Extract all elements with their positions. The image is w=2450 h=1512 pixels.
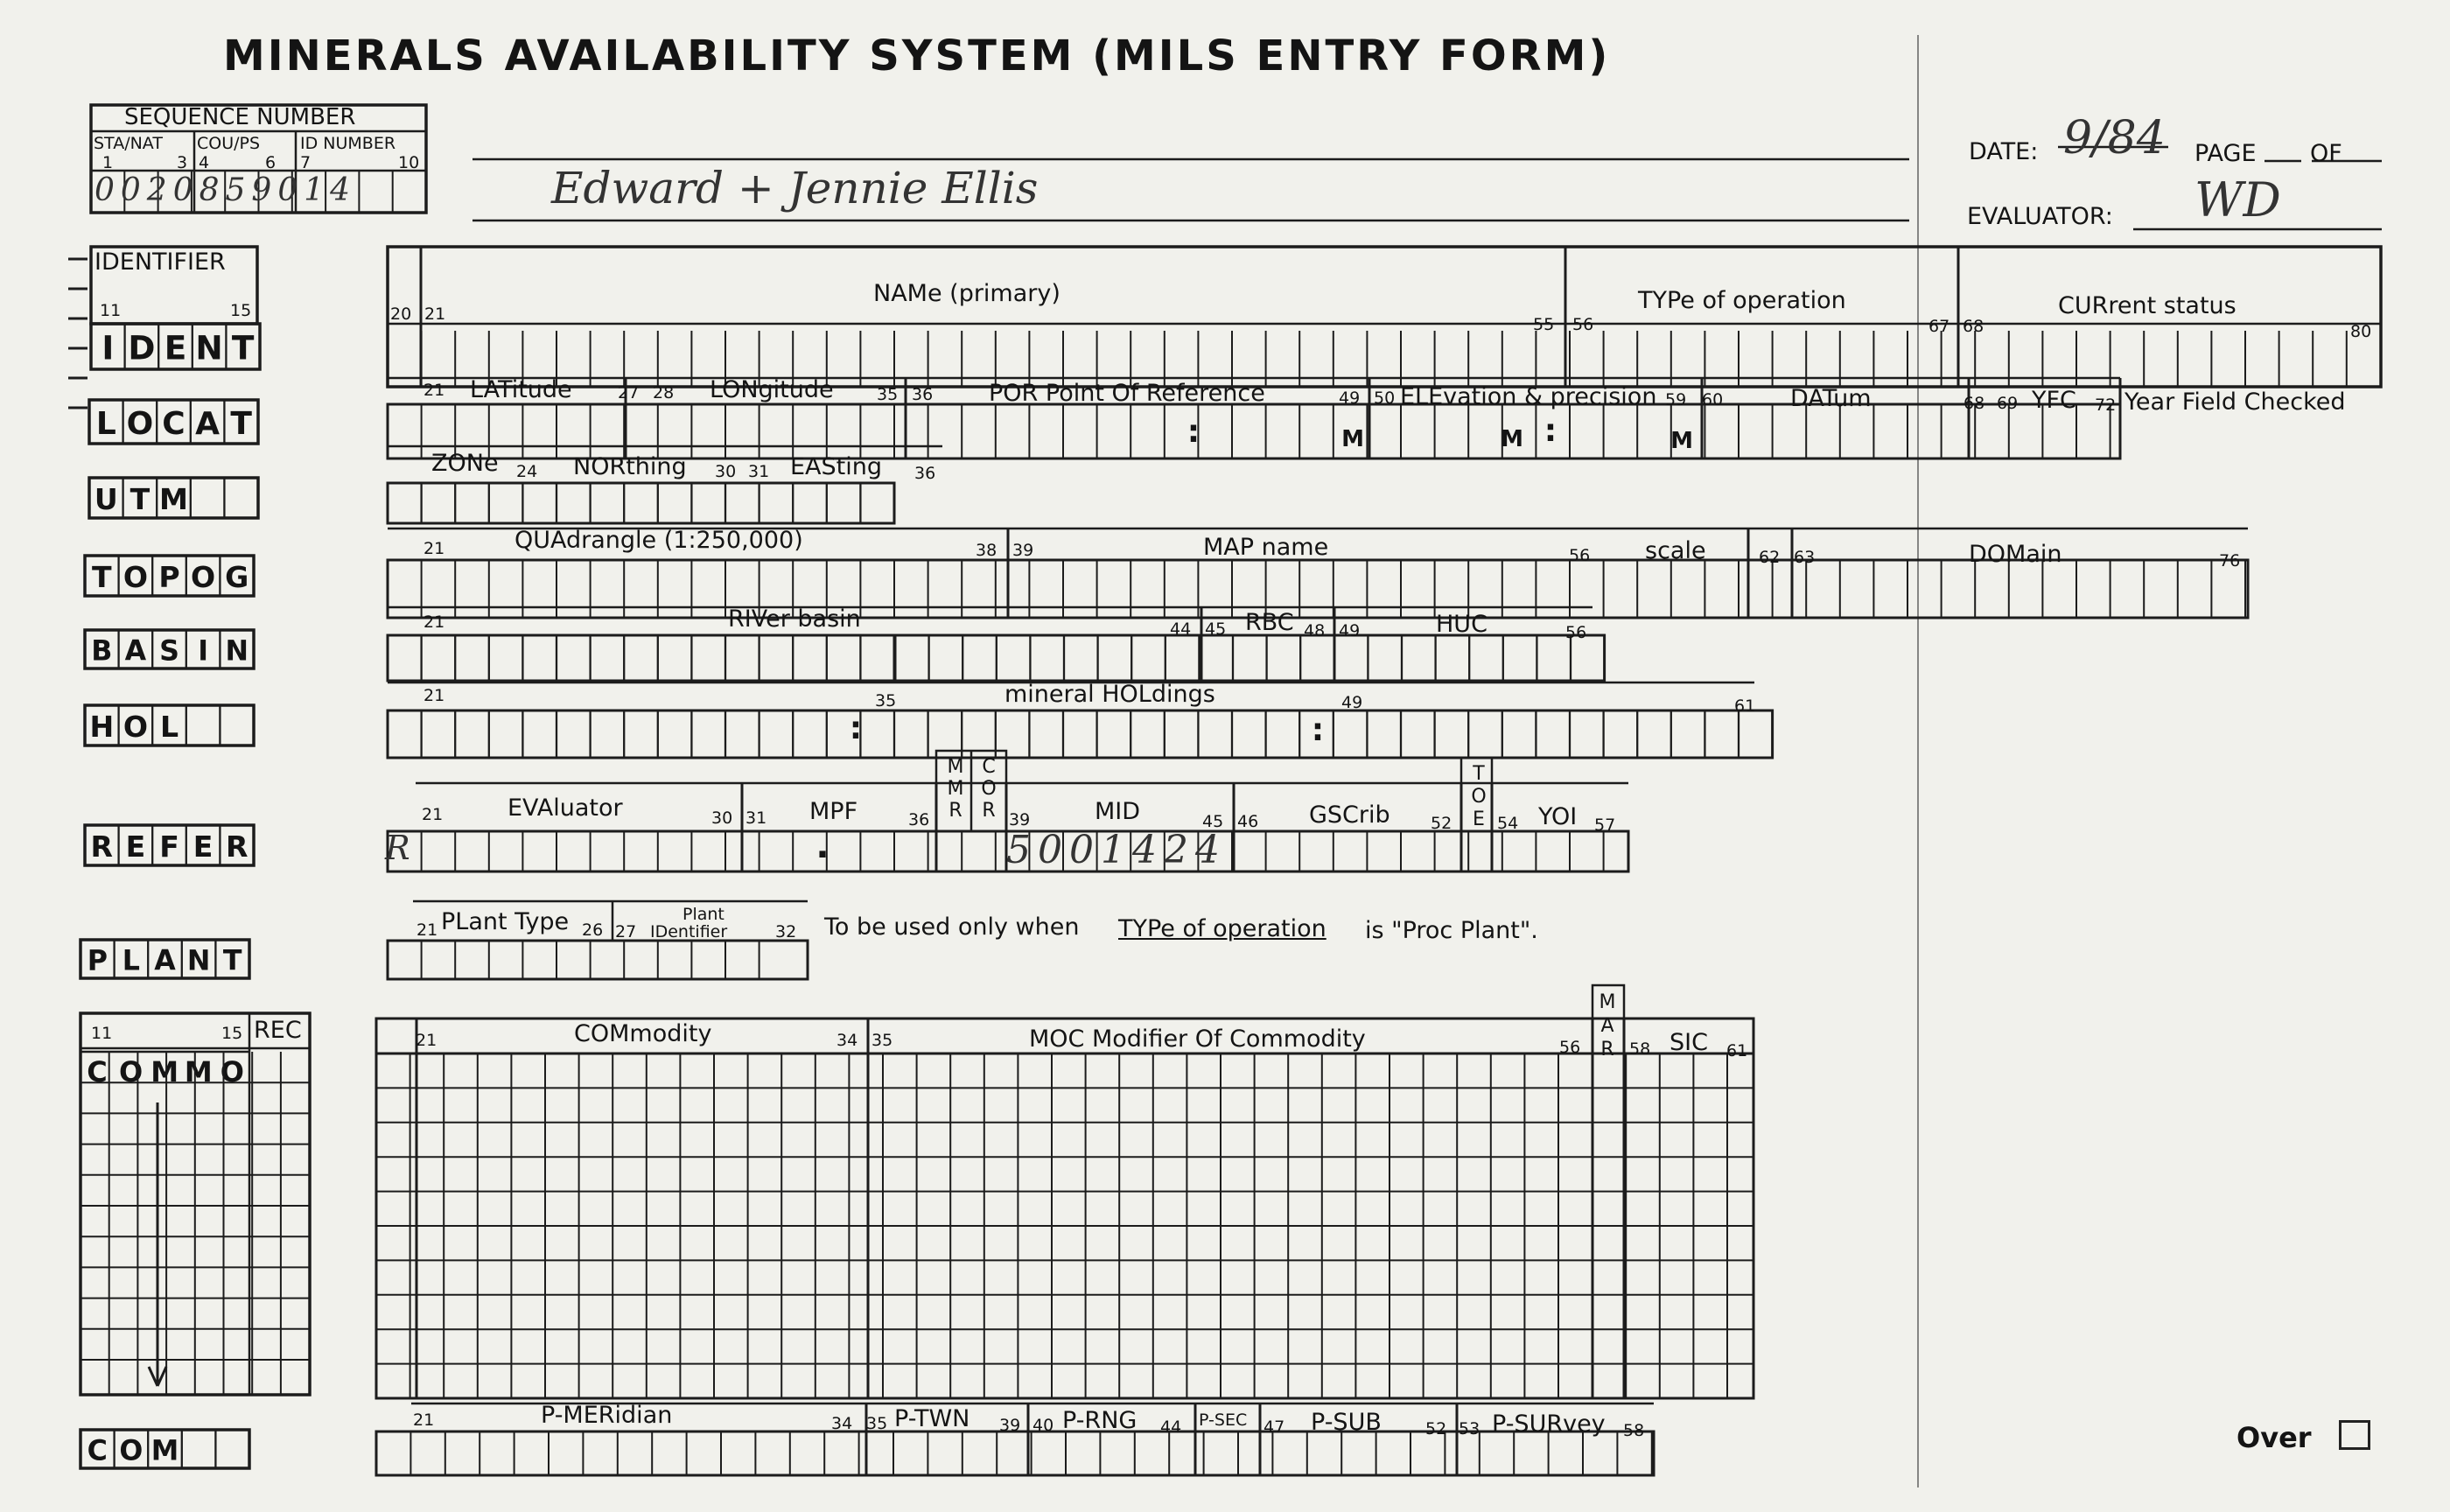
- refer-col-45: 45: [1202, 812, 1224, 831]
- row-label-letter: M: [150, 1055, 179, 1088]
- refer-col-36: 36: [908, 810, 930, 830]
- row-label-letter: O: [220, 1055, 245, 1088]
- row-label-letter: O: [126, 406, 154, 442]
- row-label-letter: T: [230, 406, 252, 442]
- p-sub-label: P-SUB: [1311, 1409, 1382, 1436]
- commo-col-56: 56: [1559, 1038, 1581, 1057]
- row-label-letter: C: [87, 1435, 108, 1467]
- date-value-handwritten[interactable]: 9/84: [2063, 112, 2166, 164]
- colon-marker: :: [1544, 413, 1558, 449]
- colon-marker: :: [1311, 712, 1325, 748]
- locat-col-21: 21: [424, 381, 445, 400]
- mpf-label: MPF: [809, 798, 858, 825]
- plant-col-32: 32: [775, 922, 797, 942]
- mmr-label: MMR: [947, 756, 964, 822]
- p-survey-label: P-SURvey: [1492, 1410, 1606, 1438]
- row-label-letter: I: [198, 635, 208, 668]
- pls-col-21: 21: [413, 1410, 435, 1430]
- row-label-letter: E: [125, 829, 146, 864]
- row-label-letter: N: [186, 945, 211, 977]
- basin-col-45: 45: [1205, 620, 1227, 639]
- row-label-letter: O: [118, 1055, 144, 1088]
- refer-col-39: 39: [1009, 810, 1031, 830]
- locat-col-59: 59: [1665, 390, 1687, 410]
- row-label-letter: O: [122, 559, 148, 594]
- cou-ps-label: COU/PS: [197, 134, 261, 153]
- ident-col-56: 56: [1572, 315, 1594, 334]
- over-label: Over: [2236, 1421, 2312, 1454]
- locat-col-69: 69: [1997, 394, 2019, 413]
- yoi-label: YOI: [1538, 803, 1578, 830]
- form-box: [388, 710, 1773, 758]
- type-of-operation-label: TYPe of operation: [1638, 287, 1846, 314]
- toe-label: TOE: [1471, 763, 1487, 830]
- identifier-col-11: 11: [100, 301, 122, 320]
- row-label-letter: C: [87, 1055, 108, 1088]
- topog-col-63: 63: [1794, 548, 1816, 567]
- plant-identifier-label-1: Plant: [682, 905, 724, 924]
- row-label-letter: A: [154, 945, 176, 977]
- date-label: DATE:: [1969, 138, 2039, 165]
- plant-note-suffix: is "Proc Plant".: [1365, 917, 1538, 944]
- name-primary-label: NAMe (primary): [873, 280, 1060, 307]
- mineral-holdings-label: mineral HOLdings: [1004, 681, 1215, 708]
- plant-col-21: 21: [416, 920, 438, 940]
- row-label-letter: E: [164, 328, 187, 368]
- pls-col-35: 35: [866, 1414, 888, 1433]
- topog-col-62: 62: [1759, 548, 1781, 567]
- refer-margin-mark: R: [385, 829, 410, 867]
- hol-col-35: 35: [875, 691, 897, 710]
- locat-col-27: 27: [618, 383, 640, 402]
- utm-col-36: 36: [914, 464, 936, 483]
- id-number-label: ID NUMBER: [300, 134, 396, 153]
- row-label-letter: B: [91, 635, 113, 668]
- refer-col-30: 30: [711, 808, 733, 828]
- sic-label: SIC: [1670, 1029, 1708, 1056]
- col-10-label: 10: [398, 153, 420, 172]
- identifier-label: IDENTIFIER: [94, 248, 226, 276]
- topog-col-56: 56: [1569, 546, 1591, 565]
- row-label-letter: E: [192, 829, 214, 864]
- col-4-label: 4: [199, 153, 210, 172]
- ident-col-80: 80: [2350, 322, 2372, 341]
- basin-col-21: 21: [424, 612, 445, 632]
- row-label-letter: T: [231, 328, 255, 368]
- easting-label: EASting: [790, 453, 883, 480]
- elevation-precision-label: ELEvation & precision: [1400, 383, 1657, 410]
- rec-label: REC: [254, 1017, 302, 1044]
- plant-identifier-label-2: IDentifier: [650, 922, 728, 942]
- commo-col-21: 21: [416, 1031, 438, 1050]
- col-7-label: 7: [300, 153, 312, 172]
- row-label-letter: I: [102, 328, 115, 368]
- refer-col-57: 57: [1594, 816, 1616, 835]
- refer-col-46: 46: [1237, 812, 1259, 831]
- row-label-letter: G: [225, 559, 249, 594]
- row-label-letter: M: [159, 481, 188, 516]
- map-name-label: MAP name: [1203, 534, 1329, 561]
- row-label-letter: O: [191, 559, 216, 594]
- scale-label: scale: [1645, 537, 1706, 564]
- domain-label: DOMain: [1969, 541, 2062, 568]
- longitude-label: LONgitude: [710, 376, 834, 403]
- ident-col-68: 68: [1963, 317, 1984, 336]
- hol-col-49: 49: [1341, 693, 1363, 712]
- pls-col-52: 52: [1425, 1419, 1447, 1438]
- page-label: PAGE: [2194, 140, 2257, 167]
- topog-col-38: 38: [976, 541, 998, 560]
- river-basin-label: RIVer basin: [728, 606, 861, 633]
- col-3-label: 3: [177, 153, 188, 172]
- datum-label: DATum: [1790, 385, 1872, 412]
- plant-col-26: 26: [582, 920, 604, 940]
- form-box: [388, 483, 894, 523]
- over-checkbox[interactable]: [2339, 1420, 2370, 1450]
- pls-col-47: 47: [1264, 1418, 1285, 1437]
- quadrangle-label: QUAdrangle (1:250,000): [514, 527, 803, 554]
- utm-col-24: 24: [516, 462, 538, 481]
- locat-col-60: 60: [1702, 390, 1724, 410]
- utm-col-31: 31: [748, 462, 770, 481]
- basin-col-49: 49: [1339, 621, 1361, 640]
- plant-col-27: 27: [615, 922, 637, 942]
- row-label-letter: A: [195, 406, 220, 442]
- row-label-letter: O: [122, 709, 148, 744]
- plant-note-type-of-operation: TYPe of operation: [1118, 915, 1326, 942]
- form-box: [376, 1018, 1754, 1398]
- ident-col-55: 55: [1533, 315, 1555, 334]
- form-box: [388, 635, 894, 681]
- col-6-label: 6: [265, 153, 276, 172]
- refer-col-31: 31: [746, 808, 767, 828]
- cor-label: COR: [981, 756, 997, 822]
- identifier-col-15: 15: [230, 301, 252, 320]
- row-label-letter: D: [128, 328, 156, 368]
- plant-type-label: PLant Type: [441, 908, 570, 935]
- commo-col-34: 34: [836, 1031, 858, 1050]
- colon-marker: :: [849, 710, 863, 746]
- row-label-letter: O: [119, 1435, 144, 1467]
- mid-value-handwritten[interactable]: 5001424: [1006, 828, 1227, 872]
- p-sec-label: P-SEC: [1199, 1410, 1248, 1430]
- row-label-letter: T: [222, 945, 242, 977]
- sequence-value-handwritten[interactable]: 0020859014: [94, 172, 357, 208]
- row-label-letter: F: [159, 829, 179, 864]
- row-label-letter: H: [89, 709, 115, 744]
- p-rng-label: P-RNG: [1062, 1407, 1138, 1434]
- row-label-letter: S: [159, 635, 179, 668]
- form-box: [388, 941, 808, 979]
- pls-col-58: 58: [1623, 1421, 1645, 1440]
- basin-col-44: 44: [1170, 620, 1192, 639]
- row-label-letter: T: [130, 481, 150, 516]
- row-label-letter: M: [184, 1055, 213, 1088]
- ident-col-67: 67: [1928, 317, 1950, 336]
- gscrib-label: GSCrib: [1309, 802, 1390, 829]
- commo-col-11: 11: [91, 1024, 113, 1043]
- row-label-letter: R: [225, 829, 248, 864]
- locat-col-28: 28: [653, 383, 675, 402]
- evaluator-field-label: EVAluator: [508, 794, 623, 822]
- refer-col-54: 54: [1497, 814, 1519, 833]
- row-label-letter: R: [90, 829, 114, 864]
- col-1-label: 1: [102, 153, 114, 172]
- row-label-letter: C: [162, 406, 186, 442]
- mar-label: MAR: [1599, 991, 1616, 1060]
- locat-col-50: 50: [1374, 388, 1396, 408]
- form-box: [388, 560, 2248, 618]
- row-label-letter: P: [158, 559, 180, 594]
- basin-col-48: 48: [1304, 621, 1326, 640]
- pls-col-39: 39: [999, 1416, 1021, 1435]
- row-label-letter: N: [225, 635, 248, 668]
- m-marker: M: [1501, 426, 1523, 452]
- pls-col-40: 40: [1032, 1416, 1054, 1435]
- row-label-letter: L: [95, 406, 116, 442]
- locat-col-72: 72: [2095, 396, 2117, 415]
- plant-note-prefix: To be used only when: [824, 914, 1080, 941]
- current-status-label: CURrent status: [2058, 292, 2236, 319]
- form-title: MINERALS AVAILABILITY SYSTEM (MILS ENTRY FORM): [223, 32, 1611, 80]
- basin-col-56: 56: [1565, 623, 1587, 642]
- ident-col-21: 21: [424, 304, 446, 324]
- row-label-letter: U: [94, 481, 118, 516]
- modifier-of-commodity-label: MOC Modifier Of Commodity: [1029, 1026, 1366, 1053]
- point-of-reference-label: POR Point Of Reference: [989, 380, 1265, 407]
- pls-col-34: 34: [831, 1414, 853, 1433]
- ident-col-20: 20: [390, 304, 412, 324]
- rbc-label: RBC: [1245, 609, 1294, 636]
- row-label-letter: L: [159, 709, 179, 744]
- m-marker: M: [1670, 428, 1693, 454]
- row-label-letter: N: [195, 328, 223, 368]
- northing-label: NORthing: [573, 453, 687, 480]
- row-label-letter: T: [92, 559, 112, 594]
- topog-col-21: 21: [424, 539, 445, 558]
- sta-nat-label: STA/NAT: [94, 134, 163, 153]
- evaluator-label: EVALUATOR:: [1967, 203, 2113, 230]
- evaluator-value-handwritten[interactable]: WD: [2194, 172, 2281, 228]
- topog-col-39: 39: [1012, 541, 1034, 560]
- pls-col-53: 53: [1459, 1419, 1480, 1438]
- row-label-letter: A: [124, 635, 147, 668]
- colon-marker: :: [1186, 414, 1200, 450]
- locat-col-68: 68: [1964, 394, 1985, 413]
- huc-label: HUC: [1436, 611, 1488, 638]
- row-label-letter: P: [87, 945, 108, 977]
- yfc-label: YFC: [2032, 387, 2076, 414]
- record-name-handwritten[interactable]: Edward + Jennie Ellis: [551, 163, 1039, 214]
- locat-col-35: 35: [877, 385, 899, 404]
- hol-col-61: 61: [1734, 696, 1756, 716]
- locat-col-49: 49: [1339, 388, 1361, 408]
- p-meridian-label: P-MERidian: [541, 1402, 673, 1429]
- commo-col-15: 15: [221, 1024, 243, 1043]
- commo-col-58: 58: [1629, 1040, 1651, 1059]
- zone-label: ZONe: [431, 450, 499, 477]
- commodity-label: COMmodity: [574, 1020, 712, 1047]
- p-twn-label: P-TWN: [894, 1405, 970, 1432]
- commo-col-35: 35: [872, 1031, 893, 1050]
- row-label-letter: L: [122, 945, 140, 977]
- form-box: [895, 635, 1605, 681]
- year-field-checked-label: Year Field Checked: [2124, 388, 2346, 416]
- refer-col-21: 21: [422, 805, 444, 824]
- of-label: OF: [2310, 140, 2342, 167]
- form-box: [388, 404, 2120, 458]
- sequence-number-label: SEQUENCE NUMBER: [124, 104, 356, 130]
- row-label-letter: M: [150, 1435, 179, 1467]
- mid-label: MID: [1095, 798, 1141, 825]
- utm-col-30: 30: [715, 462, 737, 481]
- hol-col-21: 21: [424, 686, 445, 705]
- pls-col-44: 44: [1160, 1418, 1182, 1437]
- commo-col-61: 61: [1726, 1041, 1748, 1060]
- locat-col-36: 36: [912, 385, 934, 404]
- refer-col-52: 52: [1431, 814, 1452, 833]
- topog-col-76: 76: [2219, 551, 2241, 570]
- dot-marker: .: [816, 826, 830, 866]
- m-marker: M: [1341, 426, 1364, 452]
- latitude-label: LATitude: [470, 376, 572, 403]
